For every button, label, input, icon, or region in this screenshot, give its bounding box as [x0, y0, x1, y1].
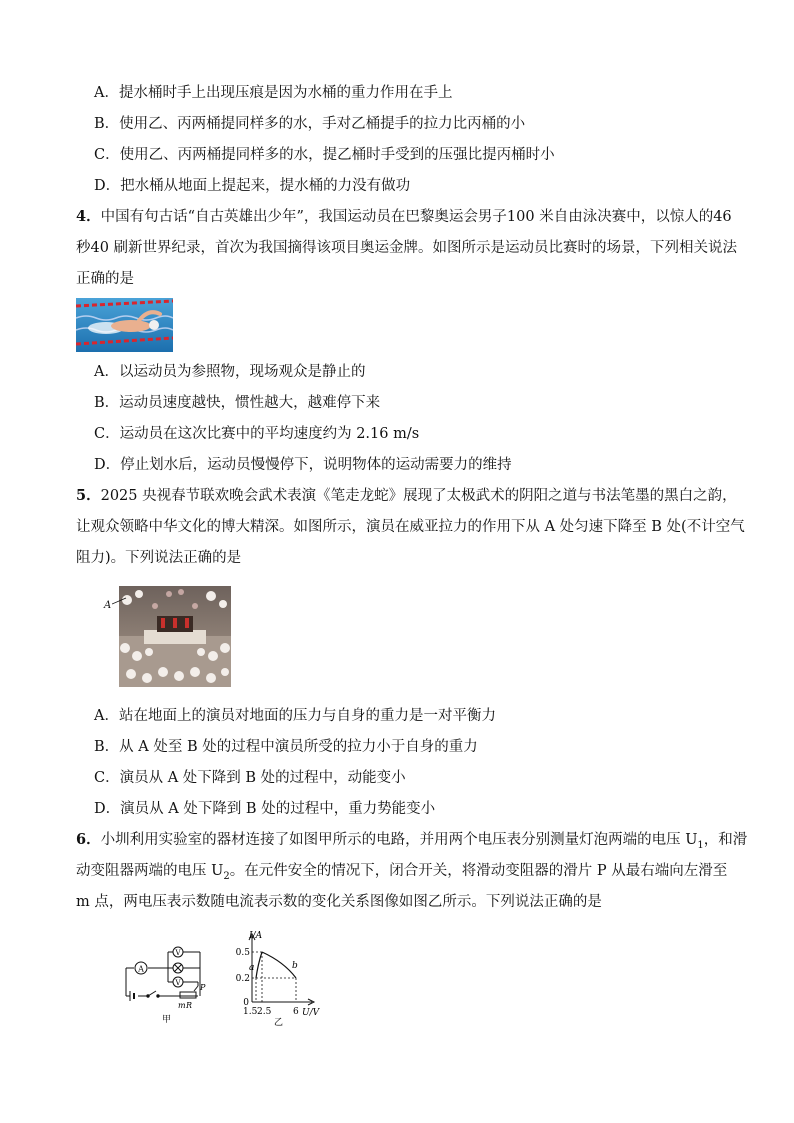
q5-option-d: D．演员从 A 处下降到 B 处的过程中，重力势能变小 [94, 801, 436, 817]
x-tick-2-5: 2.5 [257, 1007, 272, 1017]
q5-stem-line-3: 阻力)。下列说法正确的是 [76, 550, 242, 566]
q5-option-b: B．从 A 处至 B 处的过程中演员所受的拉力小于自身的重力 [94, 739, 478, 755]
martial-arts-photo [119, 586, 231, 687]
y-tick-0: 0 [243, 998, 249, 1008]
graph-ylabel: I/A [249, 931, 263, 941]
q5-figure-label-a: A [104, 600, 112, 611]
x-tick-1-5: 1.5 [243, 1007, 258, 1017]
voltmeter-2-label: V [175, 979, 181, 987]
q6-stem-line-3: m 点，两电压表示数随电流表示数的变化关系图像如图乙所示。下列说法正确的是 [76, 894, 602, 910]
q3-option-b: B．使用乙、丙两桶提同样多的水，手对乙桶提手的拉力比丙桶的小 [94, 116, 526, 132]
x-tick-6: 6 [293, 1007, 299, 1017]
q4-option-b: B．运动员速度越快，惯性越大，越难停下来 [94, 395, 381, 411]
q3-option-a: A．提水桶时手上出现压痕是因为水桶的重力作用在手上 [94, 85, 453, 101]
y-tick-0-5: 0.5 [235, 948, 250, 958]
q4-stem-line-2: 秒40 刷新世界纪录，首次为我国摘得该项目奥运金牌。如图所示是运动员比赛时的场景，下列相关说法 [76, 240, 738, 256]
curve-b-line [262, 952, 296, 978]
q3-option-d: D．把水桶从地面上提起来，提水桶的力没有做功 [94, 178, 411, 194]
voltmeter-1-label: V [175, 949, 181, 957]
q6-stem-line-1: 6．小圳利用实验室的器材连接了如图甲所示的电路，并用两个电压表分别测量灯泡两端的电压 $U_1$，和滑 [76, 831, 748, 851]
graph-caption: 乙 [274, 1018, 284, 1026]
slider-label: P [200, 983, 206, 992]
q5-stem-line-2: 让观众领略中华文化的博大精深。如图所示，演员在威亚拉力的作用下从 A 处匀速下降至 B 处(不计空气 [76, 519, 745, 535]
q5-number: 5． [76, 487, 101, 504]
q4-stem-line-3: 正确的是 [76, 271, 134, 287]
q4-stem-line-1: 4．中国有句古话“自古英雄出少年”，我国运动员在巴黎奥运会男子100 米自由泳决赛中，以惊人的46 [76, 208, 732, 225]
q4-number: 4． [76, 208, 101, 225]
ammeter-label: A [138, 964, 144, 974]
graph-xlabel: U/V [302, 1008, 320, 1018]
q5-option-c: C．演员从 A 处下降到 B 处的过程中，动能变小 [94, 770, 406, 786]
curve-a-line [256, 952, 262, 978]
q4-option-c: C．运动员在这次比赛中的平均速度约为 2.16 m/s [94, 426, 420, 442]
point-m-label: m [178, 1001, 186, 1010]
q4-option-d: D．停止划水后，运动员慢慢停下，说明物体的运动需要力的维持 [94, 457, 512, 473]
q4-option-a: A．以运动员为参照物，现场观众是静止的 [94, 364, 366, 380]
q6-number: 6． [76, 831, 101, 848]
swimmer-photo [76, 298, 173, 352]
q6-stem-line-2: 动变阻器两端的电压 $U_2$。在元件安全的情况下，闭合开关，将滑动变阻器的滑片 P 从最右端向左滑至 [76, 863, 728, 882]
iv-graph [222, 928, 332, 1026]
resistor-label: R [186, 1001, 193, 1010]
y-tick-0-2: 0.2 [235, 974, 250, 984]
q5-label-pointer [112, 596, 128, 606]
curve-a-label: a [249, 963, 255, 973]
q5-option-a: A．站在地面上的演员对地面的压力与自身的重力是一对平衡力 [94, 708, 496, 724]
q3-option-c: C．使用乙、丙两桶提同样多的水，提乙桶时手受到的压强比提丙桶时小 [94, 147, 555, 163]
curve-b-label: b [292, 961, 298, 971]
circuit-caption: 甲 [162, 1015, 172, 1024]
circuit-diagram [118, 934, 218, 1024]
q5-stem-line-1: 5．2025 央视春节联欢晚会武术表演《笔走龙蛇》展现了太极武术的阴阳之道与书法笔墨的黑白之韵， [76, 487, 737, 504]
